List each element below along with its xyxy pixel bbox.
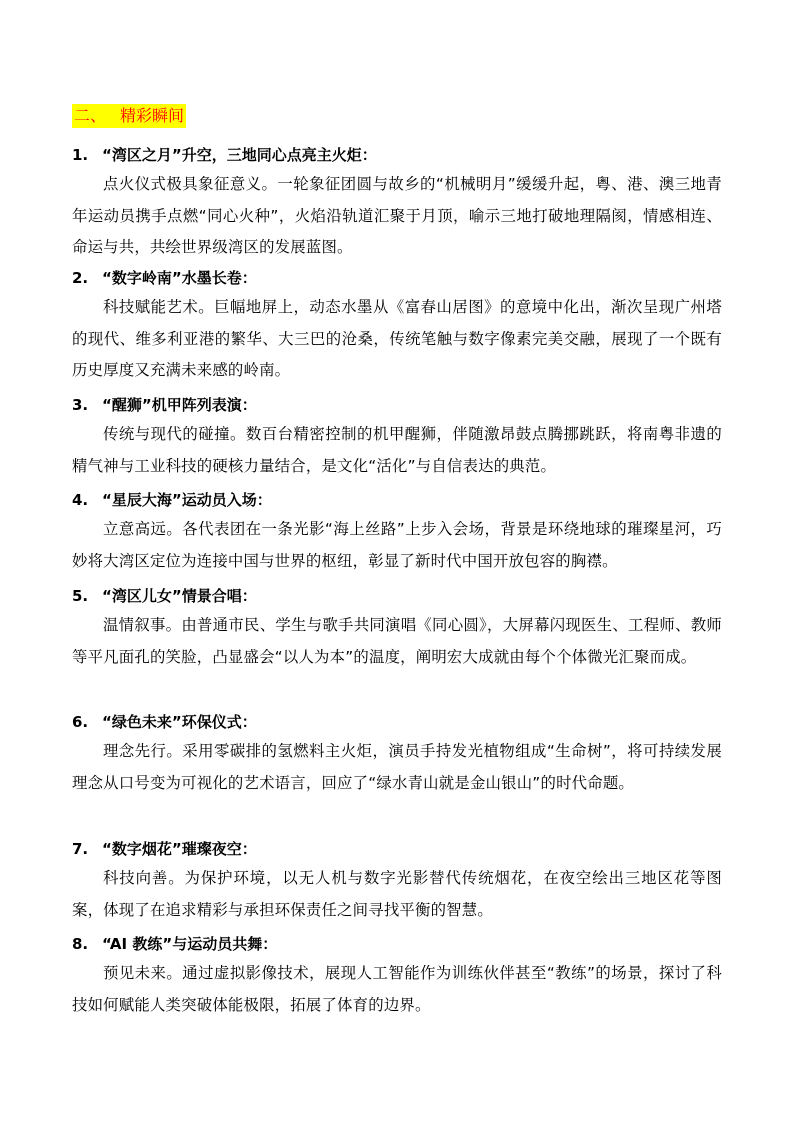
- list-item: [72, 583, 722, 673]
- item-body: 预见未来。通过虚拟影像技术，展现人工智能作为训练伙伴甚至“教练”的场景，探讨了科技如何赋能人类突破体能极限，拓展了体育的边界。: [72, 964, 722, 1014]
- item-body: 点火仪式极具象征意义。一轮象征团圆与故乡的“机械明月”缓缓升起，粤、港、澳三地青年运动员携手点燃“同心火种”，火焰沿轨道汇聚于月顶，喻示三地打破地理隔阂，情感相连、命运与共，共绘世界级湾区的发展蓝图。: [72, 175, 722, 256]
- item-title: [72, 142, 722, 169]
- item-title: [72, 583, 722, 610]
- item-title-text: “数字烟花”璀璨夜空：: [102, 840, 257, 858]
- list-item: [72, 265, 722, 387]
- item-title-text: “绿色未来”环保仪式：: [102, 713, 257, 731]
- item-number: 6.: [72, 713, 89, 731]
- list-item: [72, 931, 722, 1021]
- item-title-text: “AI 教练”与运动员共舞：: [102, 935, 278, 953]
- item-number: 3.: [72, 396, 89, 414]
- item-title: [72, 487, 722, 514]
- item-title-text: “湾区之月”升空，三地同心点亮主火炬：: [102, 146, 377, 164]
- item-body: 传统与现代的碰撞。数百台精密控制的机甲醒狮，伴随激昂鼓点腾挪跳跃，将南粤非遗的精气神与工业科技的硬核力量结合，是文化“活化”与自信表达的典范。: [72, 425, 722, 475]
- item-title-text: “数字岭南”水墨长卷：: [102, 269, 257, 287]
- item-body: 温情叙事。由普通市民、学生与歌手共同演唱《同心圆》，大屏幕闪现医生、工程师、教师等平凡面孔的笑脸，凸显盛会“以人为本”的温度，阐明宏大成就由每个个体微光汇聚而成。: [72, 616, 722, 666]
- item-number: 7.: [72, 840, 89, 858]
- list-item: [72, 487, 722, 577]
- item-body: 科技赋能艺术。巨幅地屏上，动态水墨从《富春山居图》的意境中化出，渐次呈现广州塔的现代、维多利亚港的繁华、大三巴的沧桑，传统笔触与数字像素完美交融，展现了一个既有历史厚度又充满未来感的岭南。: [72, 298, 722, 379]
- list-item: [72, 392, 722, 482]
- item-body: 科技向善。为保护环境，以无人机与数字光影替代传统烟花，在夜空绘出三地区花等图案，体现了在追求精彩与承担环保责任之间寻找平衡的智慧。: [72, 869, 722, 919]
- item-body: 理念先行。采用零碳排的氢燃料主火炬，演员手持发光植物组成“生命树”，将可持续发展理念从口号变为可视化的艺术语言，回应了“绿水青山就是金山银山”的时代命题。: [72, 742, 722, 792]
- item-title: [72, 931, 722, 958]
- section-heading: [72, 104, 186, 128]
- item-title: [72, 392, 722, 419]
- item-number: 8.: [72, 935, 89, 953]
- item-body: 立意高远。各代表团在一条光影“海上丝路”上步入会场，背景是环绕地球的璀璨星河，巧妙将大湾区定位为连接中国与世界的枢纽，彰显了新时代中国开放包容的胸襟。: [72, 520, 722, 570]
- list-item: [72, 836, 722, 926]
- item-title-text: “星辰大海”运动员入场：: [102, 491, 272, 509]
- item-title: [72, 709, 722, 736]
- item-title-text: “醒狮”机甲阵列表演：: [102, 396, 257, 414]
- item-number: 1.: [72, 146, 89, 164]
- list-item: [72, 709, 722, 799]
- item-title: [72, 265, 722, 292]
- item-number: 4.: [72, 491, 89, 509]
- list-item: [72, 142, 722, 264]
- section-number: 二、: [74, 106, 107, 125]
- item-title: [72, 836, 722, 863]
- item-number: 2.: [72, 269, 89, 287]
- section-title: 精彩瞬间: [120, 106, 185, 125]
- item-number: 5.: [72, 587, 89, 605]
- item-title-text: “湾区儿女”情景合唱：: [102, 587, 257, 605]
